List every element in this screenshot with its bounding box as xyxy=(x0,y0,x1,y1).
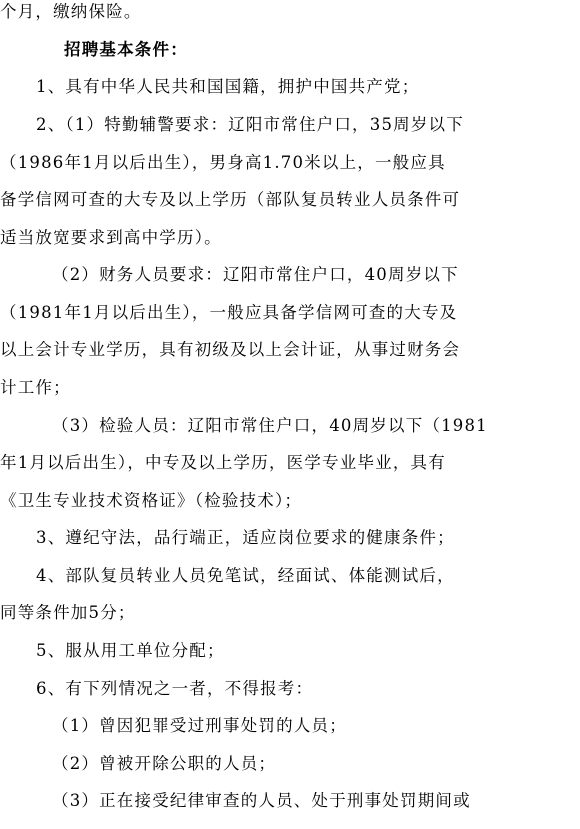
text-line: 2、（1）特勤辅警要求：辽阳市常住户口，35周岁以下 xyxy=(36,115,464,134)
text-line: 年1月以后出生），中专及以上学历，医学专业毕业，具有 xyxy=(0,453,446,472)
text-line: 5、服从用工单位分配； xyxy=(36,641,225,660)
text-line: （2）财务人员要求：辽阳市常住户口，40周岁以下 xyxy=(52,265,459,284)
text-line: 以上会计专业学历，具有初级及以上会计证，从事过财务会 xyxy=(0,340,461,359)
text-line: 计工作； xyxy=(0,378,71,397)
section-heading: 招聘基本条件： xyxy=(64,40,188,59)
text-line: （1）曾因犯罪受过刑事处罚的人员； xyxy=(52,716,347,735)
text-line: （2）曾被开除公职的人员； xyxy=(52,754,277,773)
text-line: 1、具有中华人民共和国国籍，拥护中国共产党； xyxy=(36,77,420,96)
text-line: 同等条件加5分； xyxy=(0,603,136,622)
text-line: 6、有下列情况之一者，不得报考： xyxy=(36,679,314,698)
text-line: （1986年1月以后出生），男身高1.70米以上，一般应具 xyxy=(0,153,446,172)
text-line: 适当放宽要求到高中学历）。 xyxy=(0,228,222,247)
text-line: （1981年1月以后出生），一般应具备学信网可查的大专及 xyxy=(0,303,458,322)
text-line: 备学信网可查的大专及以上学历（部队复员转业人员条件可 xyxy=(0,190,461,209)
text-line: 4、部队复员转业人员免笔试，经面试、体能测试后， xyxy=(36,566,455,585)
text-line: （3）检验人员：辽阳市常住户口，40周岁以下（1981 xyxy=(52,416,488,435)
text-line: 个月，缴纳保险。 xyxy=(0,2,142,21)
text-line: 3、遵纪守法，品行端正，适应岗位要求的健康条件； xyxy=(36,528,455,547)
text-line: （3）正在接受纪律审查的人员、处于刑事处罚期间或 xyxy=(52,791,471,810)
text-line: 《卫生专业技术资格证》（检验技术）； xyxy=(0,491,303,510)
